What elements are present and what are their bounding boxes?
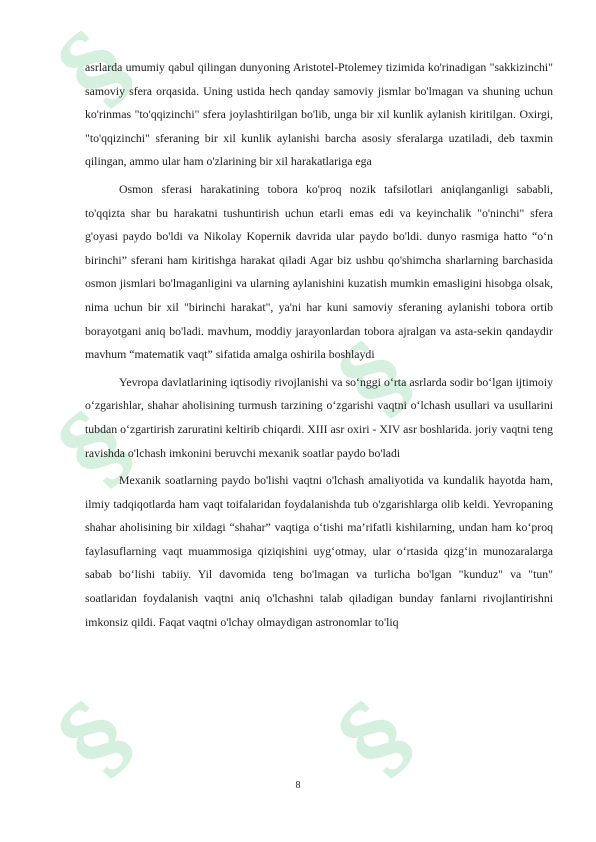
page-number: 8 (295, 780, 301, 791)
paragraph: Osmon sferasi harakatining tobora ko'proq nozik tafsilotlari aniqlanganligi sababli, to'qqizta shar bu harakatni tushuntirish uchun etarli emas edi va keyinchalik "o'ninchi" sfera g'oyasi paydo bo'ldi va Nikolay Kopernik davrida ular paydo bo'ldi. dunyo rasmiga hatto “o‘n birinchi” sferani ham kiritishga harakat qiladi Agar biz ushbu qo'shimcha sharlarning barchasida osmon jismlari bo'lmaganligini va ularning aylanishini kuzatish mumkin emasligini hisobga olsak, nima uchun bir xil "birinchi harakat", ya'ni har kuni samoviy sferaning aylanishi tobora ortib borayotgani aniq bo'ladi. mavhum, moddiy jarayonlardan tobora ajralgan va asta-sekin qandaydir mavhum “matematik vaqt” sifatida amalga oshirila boshlaydi (85, 181, 553, 362)
paragraph: Mexanik soatlarning paydo bo'lishi vaqtni o'lchash amaliyotida va kundalik hayotda ham, ilmiy tadqiqotlarda ham vaqt toifalaridan foydalanishda tub o'zgarishlarga olib keldi. Yevropaning shahar aholisining bir xildagi “shahar” vaqtiga o‘tishi ma’rifatli kishilarning, undan ham ko‘proq faylasuflarning vaqt muammosiga qiziqishini uyg‘otmay, ular o‘rtasida qizg‘in munozaralarga sabab bo‘lishi tabiiy. Yil davomida teng bo'lmagan va turlicha bo'lgan "kunduz" va "tun" soatlaridan foydalanish vaqtni aniq o'lchashni talab qiladigan bunday fanlarni rivojlantirishni imkonsiz qildi. Faqat vaqtni o'lchay olmaydigan astronomlar to'liq (85, 473, 553, 629)
watermark-mark: § (37, 679, 153, 796)
paragraph-continuation: asrlarda umumiy qabul qilingan dunyoning Aristotel-Ptolemey tizimida ko'rinadigan "sakkizinchi" samoviy sfera orqasida. Uning ustida hech qanday samoviy jismlar bo'lmagan va shuning uchun ko'rinmas "to'qqizinchi" sfera joylashtirilgan bo'lib, unga bir xil kunlik aylanish kiritilgan. Oxirgi, "to'qqizinchi" sferaning bir xil kunlik aylanishi barcha asosiy sferalarga uzatiladi, deb taxmin qilingan, ammo ular ham o'zlarining bir xil harakatlariga ega (85, 60, 553, 169)
watermark-mark: § (37, 9, 153, 126)
watermark-mark: § (317, 679, 433, 796)
watermark-mark: § (317, 319, 433, 436)
paragraph: Yevropa davlatlarining iqtisodiy rivojlanishi va so‘nggi o‘rta asrlarda sodir bo‘lgan ijtimoiy o‘zgarishlar, shahar aholisining turmush tarzining o‘zgarishi vaqtni o‘lchash usullari va usullarini tubdan o‘zgartirish zaruratini keltirib chiqardi. XIII asr oxiri - XIV asr boshlarida. joriy vaqtni teng ravishda o'lchash imkonini beruvchi mexanik soatlar paydo bo'ladi (85, 374, 553, 460)
watermark-mark: § (37, 389, 153, 506)
body-text (85, 56, 553, 634)
